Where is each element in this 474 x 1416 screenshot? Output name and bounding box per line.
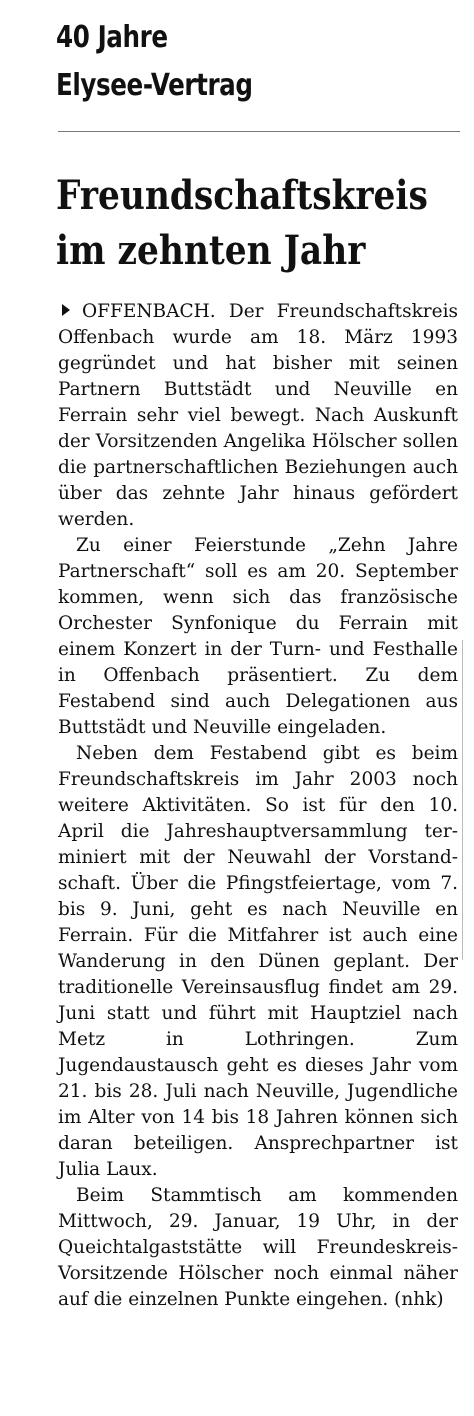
headline-line-2: im zehnten Jahr bbox=[56, 227, 366, 274]
arrow-right-icon bbox=[62, 304, 70, 316]
divider-rule bbox=[58, 131, 460, 132]
scan-margin-line bbox=[462, 640, 463, 960]
kicker bbox=[56, 14, 253, 110]
paragraph-1 bbox=[58, 299, 458, 533]
kicker-line-2: Elysee-Vertrag bbox=[56, 68, 253, 103]
headline bbox=[56, 168, 428, 278]
article-body bbox=[58, 299, 458, 1313]
paragraph-2: Zu einer Feierstunde „Zehn Jahre Partnerschaft“ soll es am 20. September kommen, wenn sich das französische Orchester Synfonique du Ferrain mit einem Konzert in der Turn- und Festhalle in Offenbach präsentiert. Zu dem Festabend sind auch Delegationen aus Buttstädt und Neuville eingeladen. bbox=[58, 535, 458, 738]
headline-line-1: Freundschaftskreis bbox=[56, 172, 428, 219]
paragraph-3: Neben dem Festabend gibt es beim Freundschaftskreis im Jahr 2003 noch weitere Aktivitäten. So ist für den 10. April die Jahreshauptversammlung terminiert mit der Neuwahl der Vorstandschaft. Über die Pfingstfeiertage, vom 7. bis 9. Juni, geht es nach Neuville en Ferrain. Für die Mitfahrer ist auch eine Wanderung in den Dünen geplant. Der traditionelle Vereinsausflug findet am 29. Juni statt und führt mit Hauptziel nach Metz in Lothringen. Zum Jugendaustausch geht es dieses Jahr vom 21. bis 28. Juli nach Neuville, Jugendliche im Alter von 14 bis 18 Jahren können sich daran beteiligen. Ansprechpartner ist Julia Laux. bbox=[58, 743, 458, 1180]
paragraph-4: Beim Stammtisch am kommenden Mittwoch, 29. Januar, 19 Uhr, in der Queichtalgaststätte will Freundeskreis-Vorsitzende Hölscher noch einmal näher auf die einzelnen Punkte eingehen. (nhk) bbox=[58, 1185, 458, 1310]
kicker-line-1: 40 Jahre bbox=[56, 20, 168, 55]
paragraph-1-text: OFFENBACH. Der Freundschaftskreis Offenbach wurde am 18. März 1993 gegründet und hat bisher mit seinen Partnern Buttstädt und Neuville en Ferrain sehr viel bewegt. Nach Auskunft der Vorsitzenden Angelika Hölscher sollen die partnerschaftlichen Beziehungen auch über das zehnte Jahr hinaus gefördert werden. bbox=[58, 301, 458, 530]
